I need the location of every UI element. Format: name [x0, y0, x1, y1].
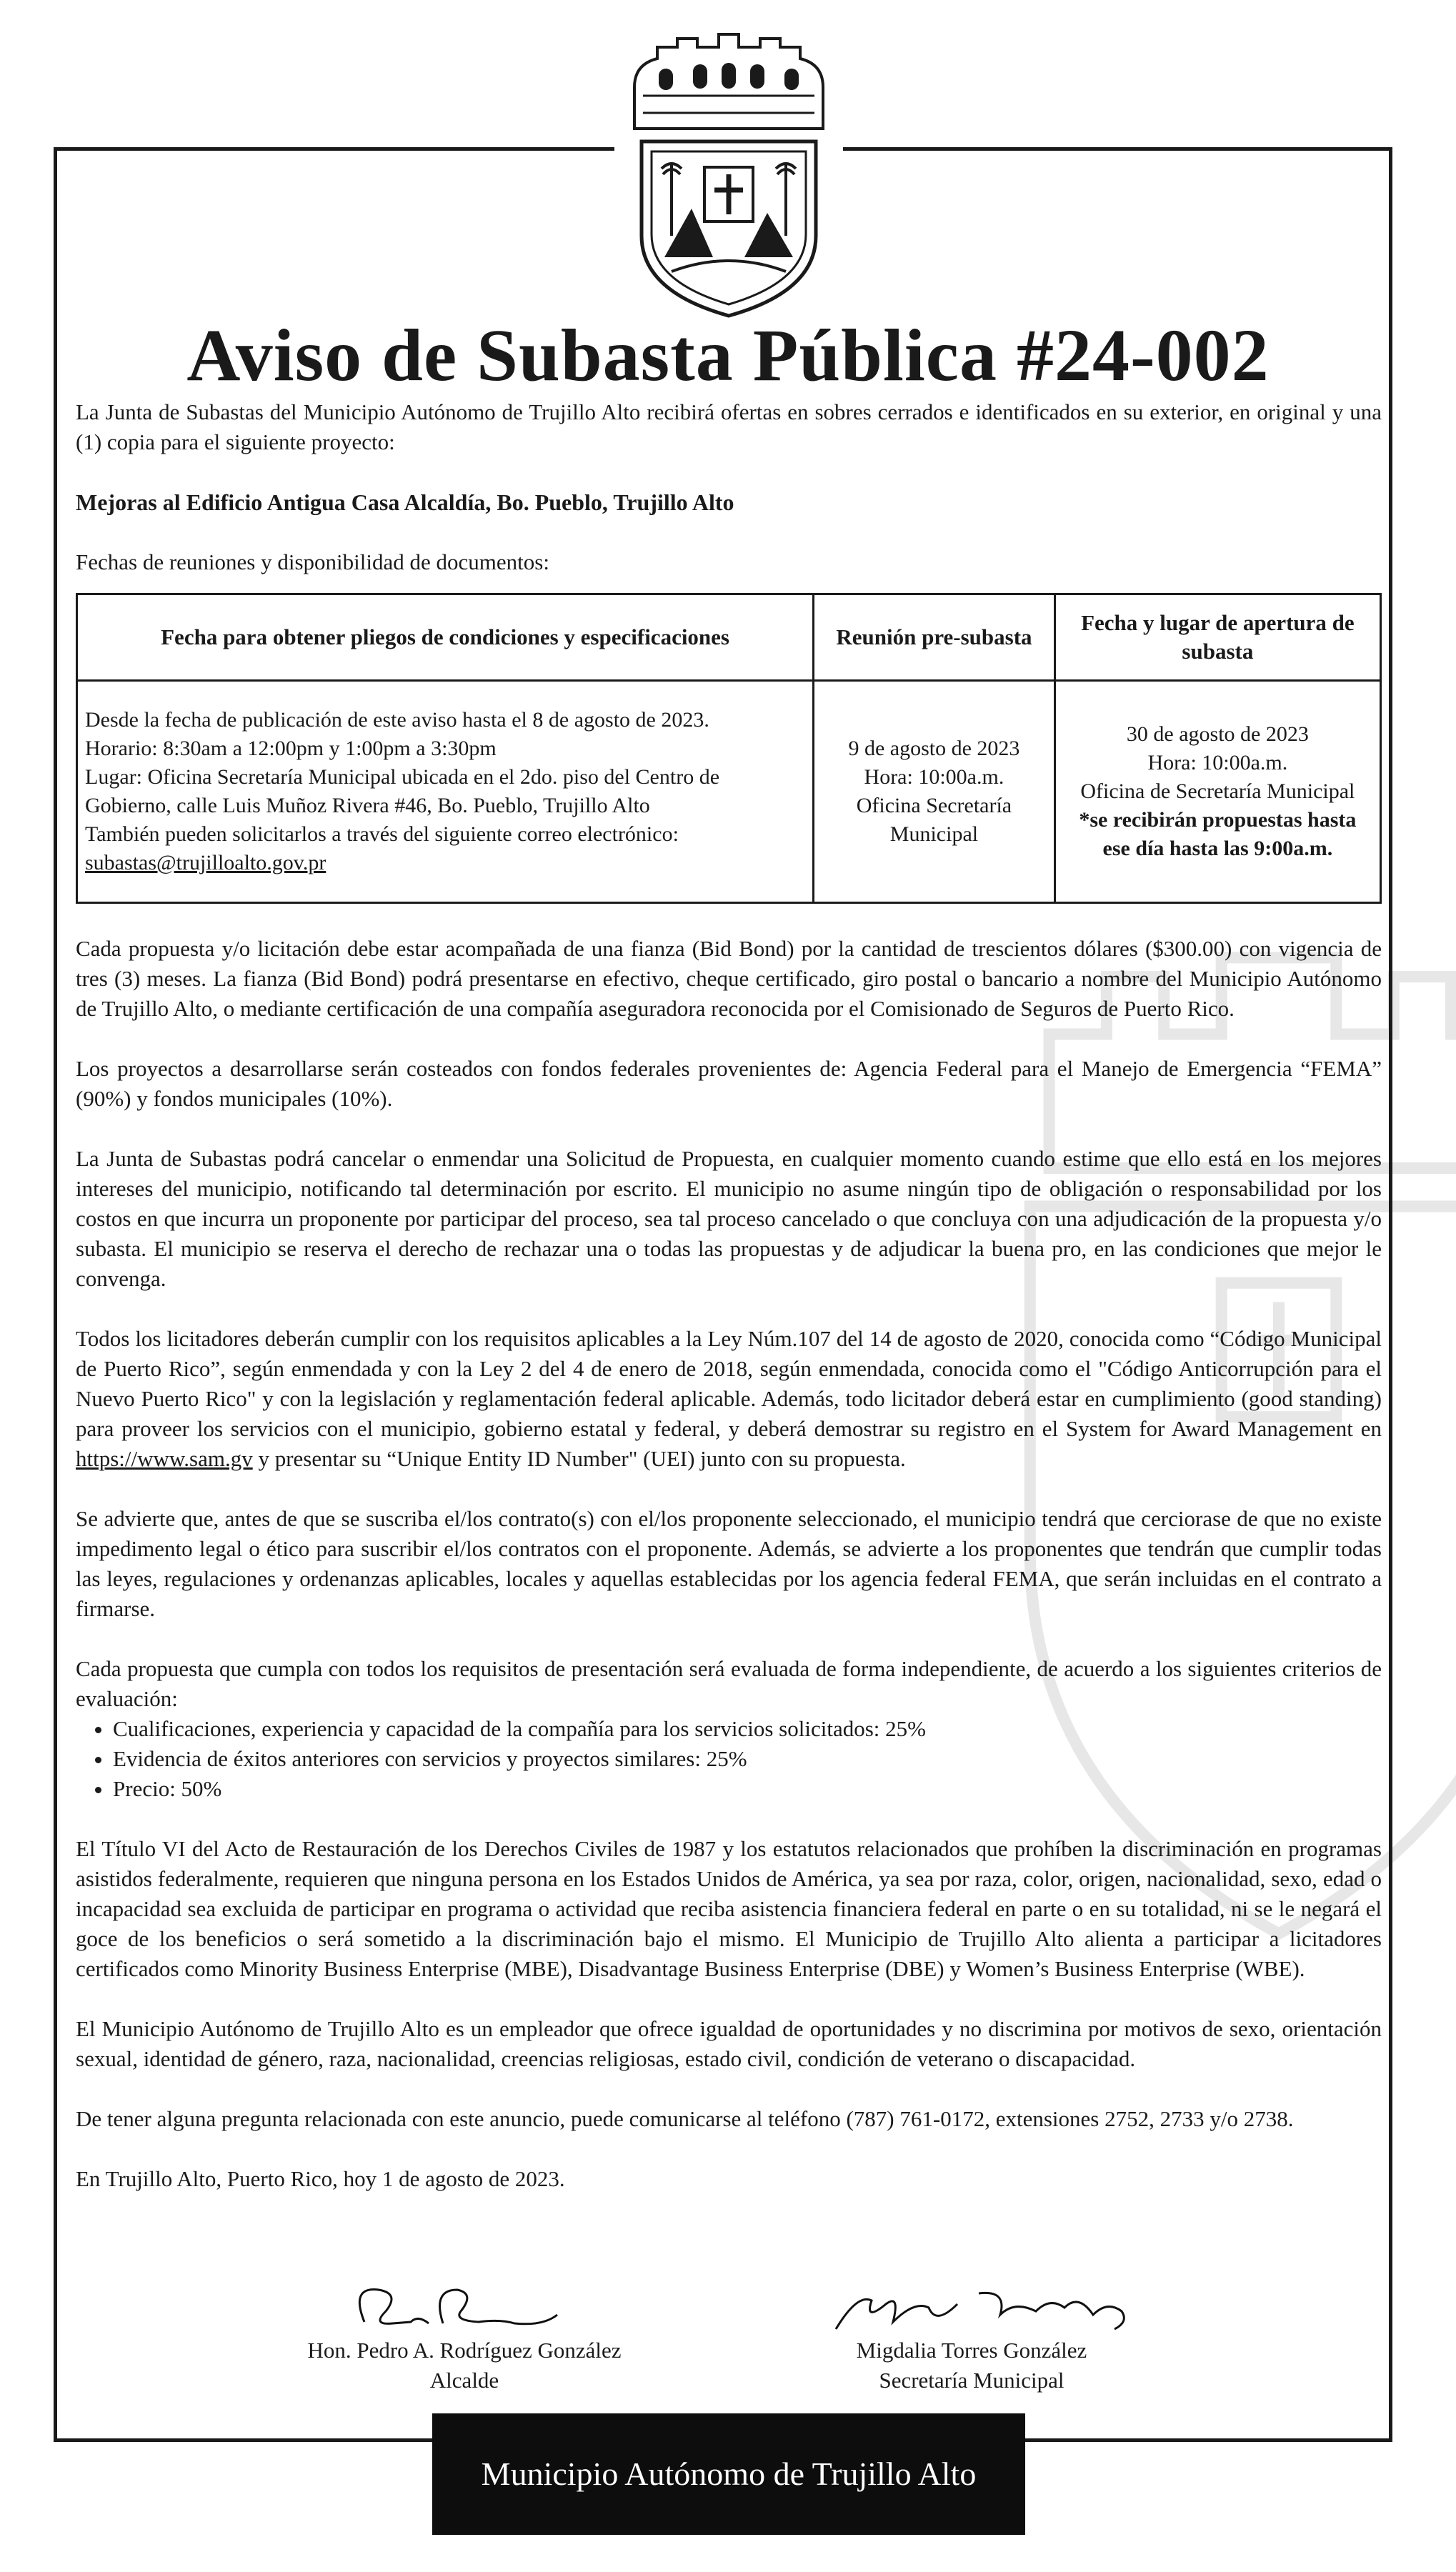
mayor-signature-image	[286, 2272, 643, 2343]
criteria-list	[76, 1714, 1382, 1804]
notice-body	[76, 397, 1382, 2224]
page-title: Aviso de Subasta Pública #24-002	[186, 314, 1270, 397]
cancel-paragraph: La Junta de Subastas podrá cancelar o enmendar una Solicitud de Propuesta, en cualquier momento cuando estime que ello está en los mejores intereses del municipio, notificando tal determinación por escrito. El municipio no asume ningún tipo de obligación o responsabilidad por los costos en que incurra un proponente por participar del proceso, sea tal proceso cancelado o que concluya con una adjudicación de la propuesta y/o subasta. El municipio se reserva el derecho de rechazar una o todas las propuestas y de adjudicar la buena pro, en las condiciones que mejor le convenga.	[76, 1146, 1382, 1291]
sam-link[interactable]: https://www.sam.gv	[76, 1446, 253, 1471]
secretary-name: Migdalia Torres González	[856, 2338, 1087, 2363]
municipal-crest-icon	[614, 21, 843, 322]
header-documents: Fecha para obtener pliegos de condiciones y especificaciones	[77, 594, 814, 681]
criteria-item: • Precio: 50%	[113, 1774, 1382, 1804]
evaluation-paragraph: Cada propuesta que cumpla con todos los requisitos de presentación será evaluada de forma independiente, de acuerdo a los siguientes criterios de evaluación:	[76, 1656, 1382, 1711]
email-link[interactable]: subastas@trujilloalto.gov.pr	[85, 851, 326, 874]
criteria-item: • Cualificaciones, experiencia y capacidad de la compañía para los servicios solicitados: 25%	[113, 1714, 1382, 1744]
footer-banner: Municipio Autónomo de Trujillo Alto	[432, 2413, 1025, 2535]
documents-location: Lugar: Oficina Secretaría Municipal ubicada en el 2do. piso del Centro de Gobierno, calle Luis Muñoz Rivera #46, Bo. Pueblo, Trujillo Alto	[85, 765, 720, 817]
project-name: Mejoras al Edificio Antigua Casa Alcaldía, Bo. Pueblo, Trujillo Alto	[76, 489, 734, 515]
secretary-role: Secretaría Municipal	[879, 2368, 1064, 2393]
documents-email-note: También pueden solicitarlos a través del siguiente correo electrónico:	[85, 822, 679, 846]
contact-paragraph: De tener alguna pregunta relacionada con este anuncio, puede comunicarse al teléfono (787) 761-0172, extensiones 2752, 2733 y/o 2738.	[76, 2106, 1294, 2131]
pre-bid-cell	[814, 681, 1055, 903]
opening-note: *se recibirán propuestas hasta ese día hasta las 9:00a.m.	[1079, 808, 1357, 860]
secretary-signature-image	[793, 2272, 1150, 2343]
documents-hours: Horario: 8:30am a 12:00pm y 1:00pm a 3:30pm	[85, 737, 497, 760]
criteria-item: • Evidencia de éxitos anteriores con servicios y proyectos similares: 25%	[113, 1744, 1382, 1774]
bond-paragraph: Cada propuesta y/o licitación debe estar acompañada de una fianza (Bid Bond) por la cantidad de trescientos dólares ($300.00) con vigencia de tres (3) meses. La fianza (Bid Bond) podrá presentarse en efectivo, cheque certificado, giro postal o bancario a nombre del Municipio Autónomo de Trujillo Alto, o mediante certificación de una compañía aseguradora reconocida por el Comisionado de Seguros de Puerto Rico.	[76, 936, 1382, 1021]
mayor-name: Hon. Pedro A. Rodríguez González	[307, 2338, 622, 2363]
equal-opportunity-paragraph: El Municipio Autónomo de Trujillo Alto es un empleador que ofrece igualdad de oportunidades y no discrimina por motivos de sexo, orientación sexual, identidad de género, raza, nacionalidad, creencias religiosas, estado civil, condición de veterano o discapacidad.	[76, 2016, 1382, 2071]
pre-bid-time: Hora: 10:00a.m.	[864, 765, 1004, 789]
documents-cell	[77, 681, 814, 903]
law-text-a: Todos los licitadores deberán cumplir con los requisitos aplicables a la Ley Núm.107 del 14 de agosto de 2020, conocida como “Código Municipal de Puerto Rico”, según enmendada y con la Ley 2 del 4 de enero de 2018, según enmendada, conocida como el "Código Anticorrupción para el Nuevo Puerto Rico" y con la legislación y reglamentación federal aplicable. Además, todo licitador deberá estar en cumplimiento (good standing) para proveer los servicios con el municipio, gobierno estatal y federal, y deberá demostrar su registro en el System for Award Management en	[76, 1326, 1382, 1441]
documents-period: Desde la fecha de publicación de este aviso hasta el 8 de agosto de 2023.	[85, 708, 709, 732]
pre-bid-date: 9 de agosto de 2023	[848, 737, 1020, 760]
law-text-b: y presentar su “Unique Entity ID Number" (UEI) junto con su propuesta.	[252, 1446, 906, 1471]
mayor-role: Alcalde	[429, 2368, 499, 2393]
title-vi-paragraph: El Título VI del Acto de Restauración de los Derechos Civiles de 1987 y los estatutos relacionados que prohíben la discriminación en programas asistidos federalmente, requieren que ninguna persona en los Estados Unidos de América, ya sea por raza, color, origen, nacionalidad, sexo, edad o incapacidad sea excluida de participar en programa o actividad que reciba asistencia financiera federal en parte o en su totalidad, ni se le negará el goce de los beneficios o será sometido a la discriminación bajo el mismo. El Municipio de Trujillo Alto alienta a participar a licitadores certificados como Minority Business Enterprise (MBE), Disadvantage Business Enterprise (DBE) y Women’s Business Enterprise (WBE).	[76, 1836, 1382, 1981]
contract-paragraph: Se advierte que, antes de que se suscriba el/los contrato(s) con el/los proponente seleccionado, el municipio tendrá que cerciorase de que no existe impedimento legal o ético para suscribir el/los contratos con el proponente. Además, se advierte a los proponentes que tendrán que cumplir todas las leyes, regulaciones y ordenanzas aplicables, locales y aquellas establecidas por los agencia federal FEMA, que serán incluidas en el contrato a firmarse.	[76, 1506, 1382, 1621]
intro-paragraph: La Junta de Subastas del Municipio Autónomo de Trujillo Alto recibirá ofertas en sobres cerrados e identificados en su exterior, en original y una (1) copia para el siguiente proyecto:	[76, 399, 1382, 454]
pre-bid-place: Oficina Secretaría Municipal	[856, 794, 1012, 846]
signature-block	[0, 2272, 1456, 2393]
law-paragraph	[76, 1324, 1382, 1474]
dates-label: Fechas de reuniones y disponibilidad de documentos:	[76, 549, 549, 574]
schedule-table	[76, 593, 1382, 904]
header-pre-bid: Reunión pre-subasta	[814, 594, 1055, 681]
funds-paragraph: Los proyectos a desarrollarse serán costeados con fondos federales provenientes de: Agencia Federal para el Manejo de Emergencia “FEMA” (90%) y fondos municipales (10%).	[76, 1056, 1382, 1111]
date-paragraph: En Trujillo Alto, Puerto Rico, hoy 1 de agosto de 2023.	[76, 2166, 565, 2191]
opening-date: 30 de agosto de 2023	[1126, 722, 1309, 746]
opening-cell	[1054, 681, 1380, 903]
opening-time: Hora: 10:00a.m.	[1147, 751, 1288, 774]
opening-place: Oficina de Secretaría Municipal	[1080, 779, 1355, 803]
header-opening: Fecha y lugar de apertura de subasta	[1054, 594, 1380, 681]
